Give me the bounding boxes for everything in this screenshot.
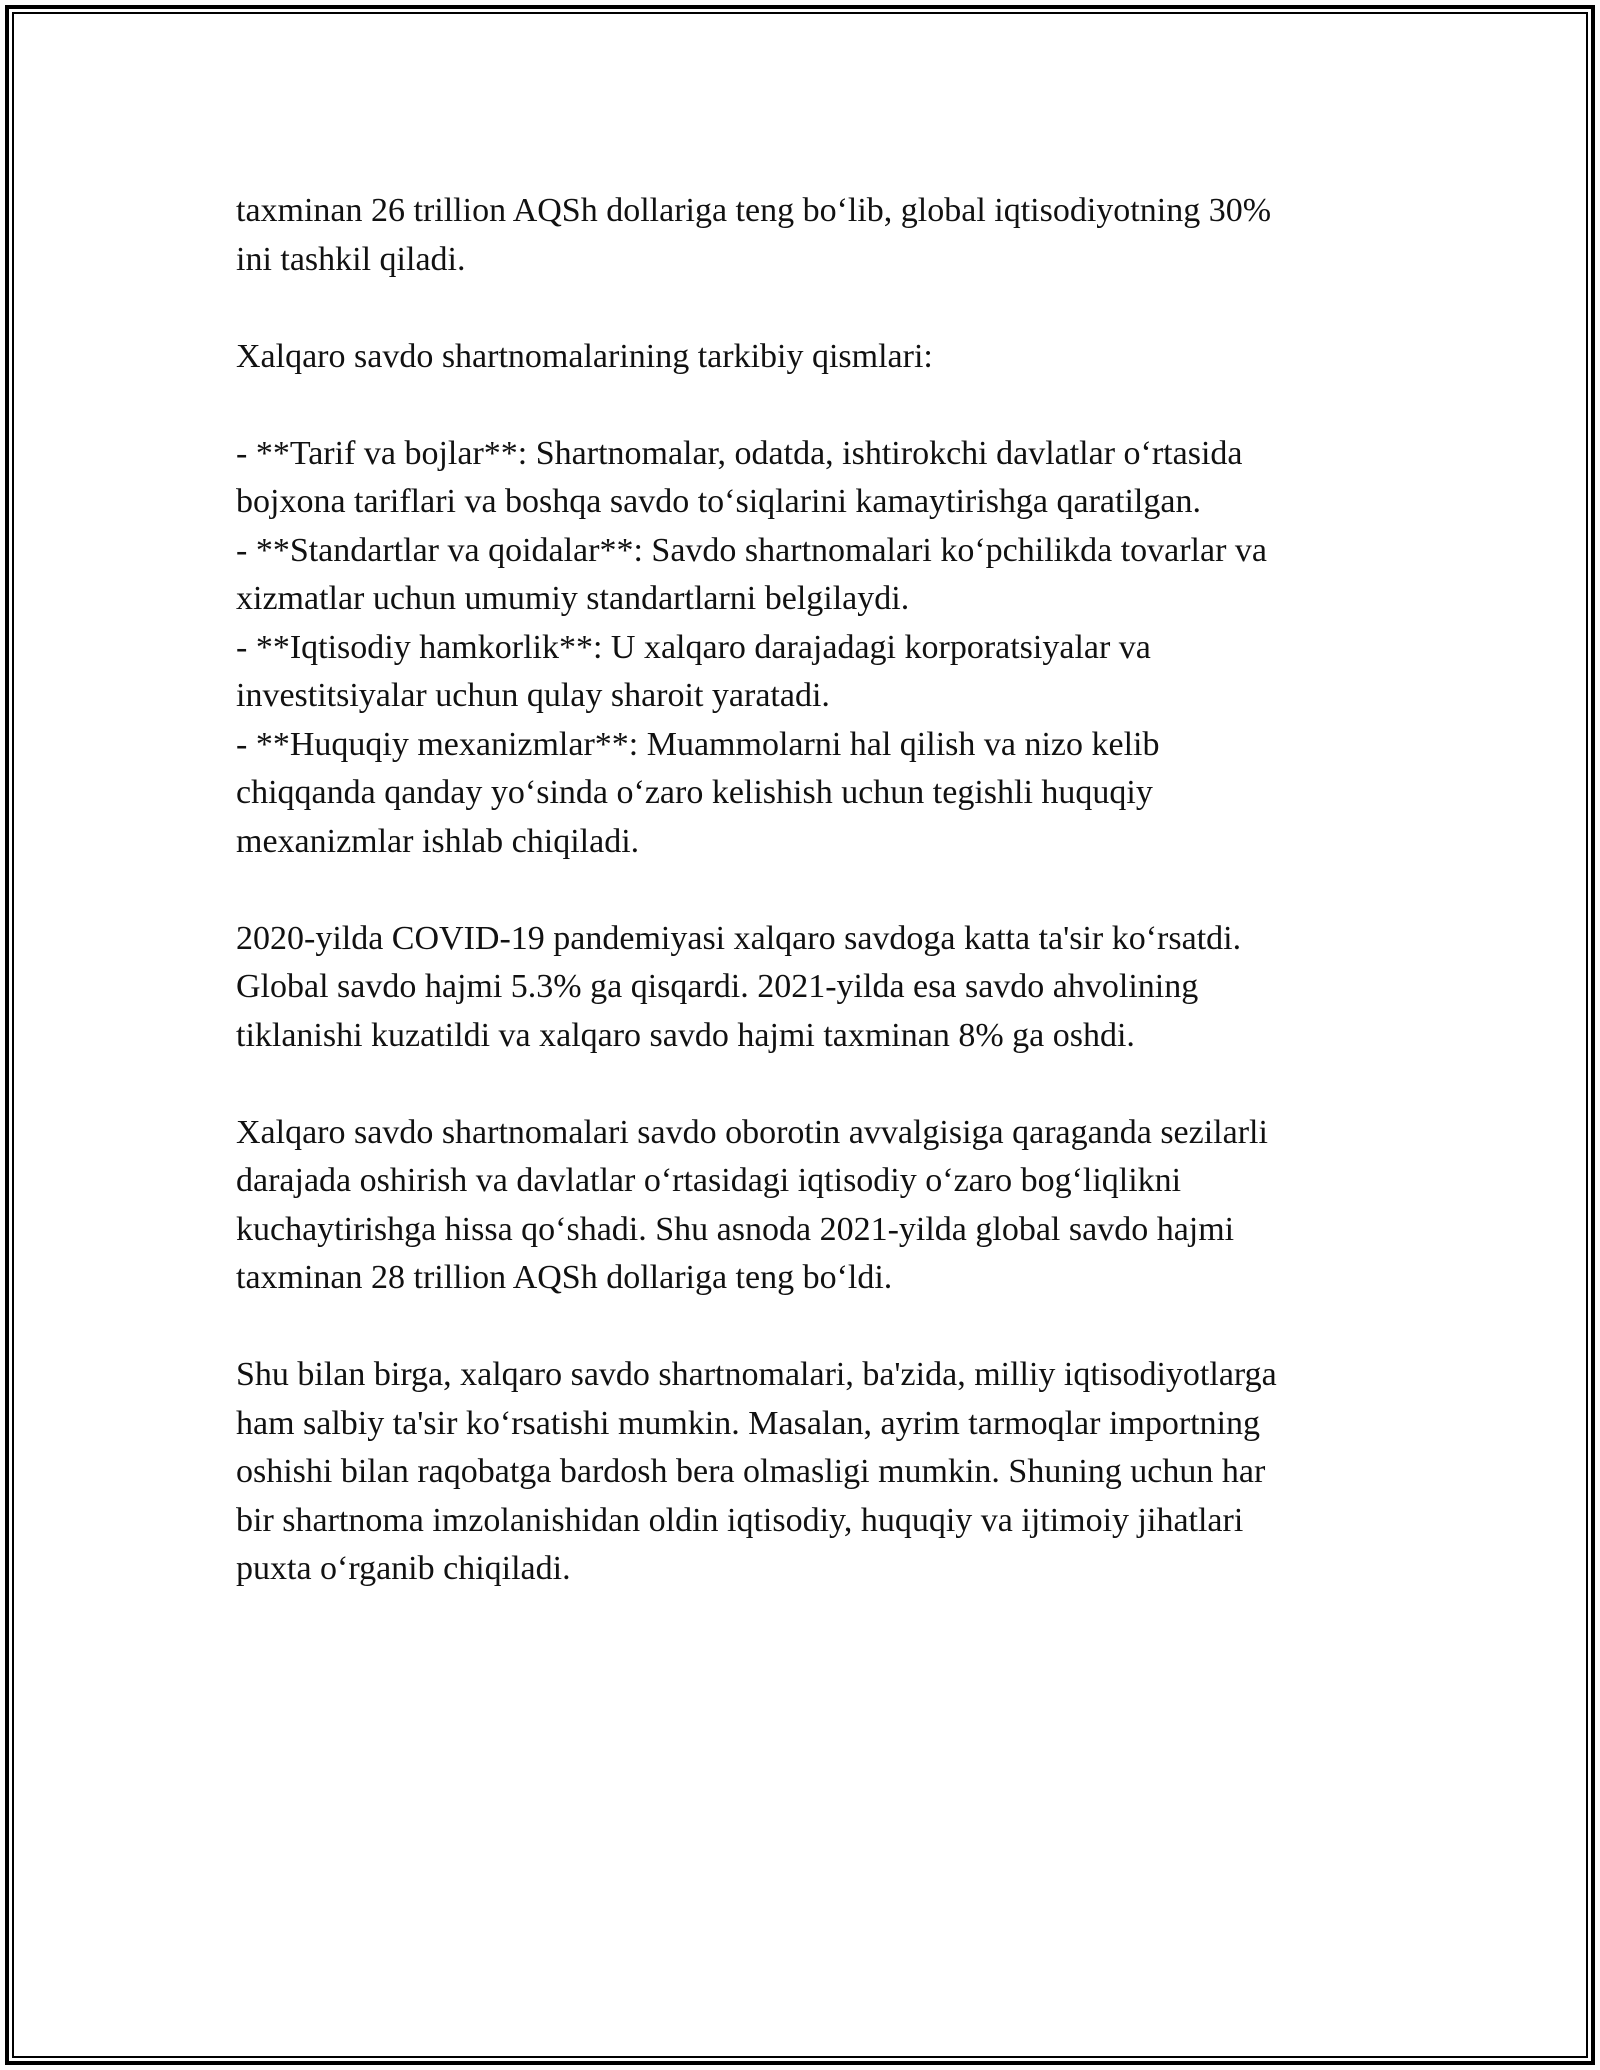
list-item-line: - **Standartlar va qoidalar**: Savdo shartnomalari ko‘pchilikda tovarlar va: [236, 531, 1268, 569]
paragraph-gdp-share: [236, 187, 1366, 284]
list-item-line: bojxona tariflari va boshqa savdo to‘siqlarini kamaytirishga qaratilgan.: [236, 483, 1201, 520]
paragraph-components-heading: [236, 333, 1366, 382]
text-line: taxminan 28 trillion AQSh dollariga teng bo‘ldi.: [236, 1259, 893, 1296]
list-item-line: - **Huquqiy mexanizmlar**: Muammolarni hal qilish va nizo kelib: [236, 725, 1160, 763]
paragraph-gap: [236, 284, 1366, 333]
paragraph-components-list: [236, 430, 1366, 867]
text-line: tiklanishi kuzatildi va xalqaro savdo hajmi taxminan 8% ga oshdi.: [236, 1016, 1135, 1054]
paragraph-gap: [236, 866, 1366, 915]
list-item-line: - **Iqtisodiy hamkorlik**: U xalqaro darajadagi korporatsiyalar va: [236, 628, 1151, 666]
text-line: taxminan 26 trillion AQSh dollariga teng bo‘lib, global iqtisodiyotning 30%: [236, 192, 1272, 229]
list-item-line: mexanizmlar ishlab chiqiladi.: [236, 822, 640, 860]
paragraph-gap: [236, 1060, 1366, 1109]
list-item-line: xizmatlar uchun umumiy standartlarni belgilaydi.: [236, 580, 910, 617]
text-line: darajada oshirish va davlatlar o‘rtasidagi iqtisodiy o‘zaro bog‘liqlikni: [236, 1162, 1182, 1199]
text-line: 2020-yilda COVID-19 pandemiyasi xalqaro savdoga katta ta'sir ko‘rsatdi.: [236, 919, 1242, 957]
text-line: kuchaytirishga hissa qo‘shadi. Shu asnoda 2021-yilda global savdo hajmi: [236, 1210, 1235, 1248]
text-line: oshishi bilan raqobatga bardosh bera olmasligi mumkin. Shuning uchun har: [236, 1453, 1266, 1490]
text-line: Global savdo hajmi 5.3% ga qisqardi. 2021-yilda esa savdo ahvolining: [236, 968, 1199, 1005]
text-line: Shu bilan birga, xalqaro savdo shartnomalari, ba'zida, milliy iqtisodiyotlarga: [236, 1356, 1277, 1393]
text-line: ham salbiy ta'sir ko‘rsatishi mumkin. Masalan, ayrim tarmoqlar importning: [236, 1404, 1261, 1442]
list-item-line: investitsiyalar uchun qulay sharoit yaratadi.: [236, 677, 830, 714]
text-line: bir shartnoma imzolanishidan oldin iqtisodiy, huquqiy va ijtimoiy jihatlari: [236, 1501, 1244, 1539]
paragraph-trade-growth: [236, 1109, 1366, 1303]
text-line: puxta o‘rganib chiqiladi.: [236, 1550, 571, 1587]
list-item-line: - **Tarif va bojlar**: Shartnomalar, odatda, ishtirokchi davlatlar o‘rtasida: [236, 434, 1243, 472]
document-body: [236, 187, 1366, 1594]
paragraph-covid-impact: [236, 915, 1366, 1061]
text-line: Xalqaro savdo shartnomalarining tarkibiy qismlari:: [236, 337, 933, 375]
list-item-line: chiqqanda qanday yo‘sinda o‘zaro kelishish uchun tegishli huquqiy: [236, 774, 1153, 811]
paragraph-gap: [236, 381, 1366, 430]
text-line: ini tashkil qiladi.: [236, 240, 466, 278]
paragraph-negative-effects: [236, 1351, 1366, 1594]
text-line: Xalqaro savdo shartnomalari savdo oborotin avvalgisiga qaraganda sezilarli: [236, 1113, 1268, 1151]
paragraph-gap: [236, 1303, 1366, 1352]
